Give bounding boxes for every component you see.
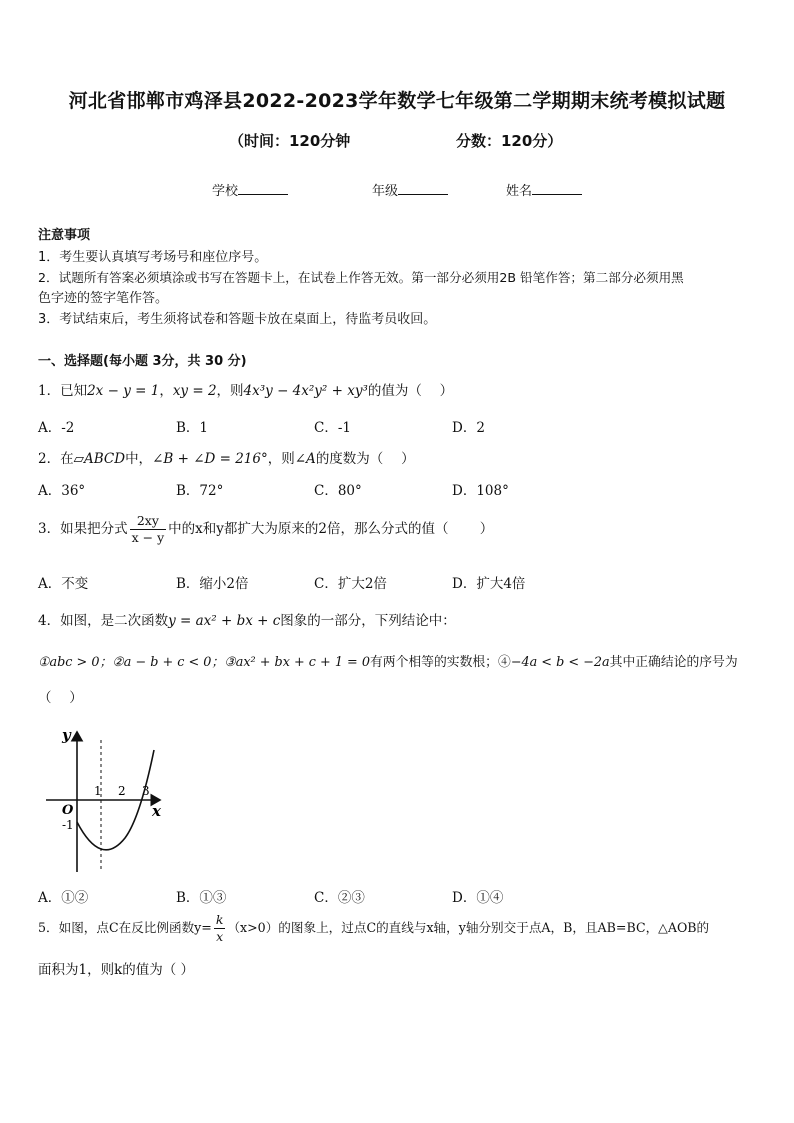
q2-parallelogram: ▱ABCD — [73, 451, 126, 467]
q5-numerator: k — [215, 912, 224, 927]
q4-option-d[interactable]: D．①④ — [452, 890, 504, 906]
q4-answer-paren: （ ） — [38, 690, 83, 706]
q3-option-b[interactable]: B．缩小2倍 — [176, 576, 249, 592]
name-field — [506, 180, 582, 199]
q1-prefix: 1．已知 — [38, 383, 88, 399]
origin-label: O — [62, 803, 74, 818]
q2-option-a[interactable]: A．36° — [38, 483, 86, 499]
q2-angle: ∠A — [294, 451, 316, 467]
grade-field — [372, 180, 448, 199]
q1-mid: ，则 — [216, 383, 244, 399]
note-line-2b: 色字迹的签字笔作答。 — [38, 291, 169, 306]
q1-separator: ， — [159, 383, 173, 399]
q4-conclusions — [38, 651, 738, 670]
q5-line-2: 面积为1，则k的值为（ ） — [38, 962, 195, 978]
q4-suffix: 图象的一部分，下列结论中： — [280, 613, 456, 629]
q2-option-c[interactable]: C．80° — [314, 483, 362, 499]
q1-equation-2: xy = 2 — [172, 383, 217, 399]
school-field — [212, 180, 288, 199]
name-blank[interactable] — [532, 182, 582, 195]
grade-blank[interactable] — [398, 182, 448, 195]
tick-label-2: 2 — [118, 784, 126, 798]
q4-conclusion-text: 有两个相等的实数根；④ — [369, 655, 511, 670]
exam-score: 分数：120分） — [456, 132, 563, 150]
q3-denominator: x − y — [131, 530, 165, 545]
tick-label-1: 1 — [94, 784, 102, 798]
q4-function: y = ax² + bx + c — [168, 613, 281, 629]
q1-equation-1: 2x − y = 1 — [87, 383, 160, 399]
q1-option-d[interactable]: D．2 — [452, 420, 485, 436]
q5-denominator: x — [216, 929, 224, 944]
q3-suffix: 中的x和y都扩大为原来的2倍，那么分式的值（ ） — [168, 521, 494, 537]
q1-option-b[interactable]: B．1 — [176, 420, 209, 436]
q2-mid-2: ，则 — [267, 451, 295, 467]
q2-option-d[interactable]: D．108° — [452, 483, 509, 499]
exam-time: （时间：120分钟 — [229, 132, 351, 150]
q4-conclusion-tail: 其中正确结论的序号为 — [609, 655, 738, 670]
q5-suffix: （x>0）的图象上，过点C的直线与x轴，y轴分别交于点A，B，且AB=BC，△AOB的 — [227, 920, 710, 935]
q2-equation: ∠B + ∠D = 216° — [152, 451, 268, 467]
q4-parabola-graph — [40, 722, 180, 882]
name-label: 姓名 — [506, 184, 533, 199]
q1-option-c[interactable]: C．-1 — [314, 420, 351, 436]
exam-title: 河北省邯郸市鸡泽县2022-2023学年数学七年级第二学期期末统考模拟试题 — [68, 90, 726, 112]
notes-heading: 注意事项 — [38, 228, 91, 243]
q2-suffix: 的度数为（ ） — [315, 451, 415, 467]
q4-conclusions-1-3: ①abc > 0；②a − b + c < 0；③ax² + bx + c + 1 = 0 — [38, 655, 370, 670]
grade-label: 年级 — [372, 184, 399, 199]
x-label: x — [152, 802, 161, 820]
q2-prefix: 2．在 — [38, 451, 74, 467]
q3-option-a[interactable]: A．不变 — [38, 576, 89, 592]
note-line-1: 1．考生要认真填写考场号和座位序号。 — [38, 250, 268, 265]
tick-label-3: 3 — [142, 784, 150, 798]
q3-option-c[interactable]: C．扩大2倍 — [314, 576, 387, 592]
question-1 — [38, 379, 453, 399]
q2-option-b[interactable]: B．72° — [176, 483, 224, 499]
section-heading: 一、选择题(每小题 3分，共 30 分) — [38, 354, 247, 369]
y-label: y — [62, 726, 71, 744]
question-2 — [38, 447, 415, 467]
q3-option-d[interactable]: D．扩大4倍 — [452, 576, 526, 592]
question-3 — [38, 513, 493, 546]
school-label: 学校 — [212, 184, 239, 199]
q4-option-c[interactable]: C．②③ — [314, 890, 365, 906]
school-blank[interactable] — [238, 182, 288, 195]
q2-mid-1: 中， — [125, 451, 153, 467]
question-5 — [38, 912, 709, 945]
q1-option-a[interactable]: A．-2 — [38, 420, 75, 436]
q1-suffix: 的值为（ ） — [367, 383, 454, 399]
q3-numerator: 2xy — [130, 513, 167, 530]
q1-expression: 4x³y − 4x²y² + xy³ — [243, 383, 368, 399]
note-line-2a: 2．试题所有答案必须填涂或书写在答题卡上，在试卷上作答无效。第一部分必须用2B 铅笔作答；第二部分必须用黑 — [38, 270, 684, 285]
question-4 — [38, 609, 456, 629]
q4-option-a[interactable]: A．①② — [38, 890, 89, 906]
q5-fraction — [214, 912, 226, 945]
tick-label-neg1: -1 — [62, 818, 74, 832]
q4-prefix: 4．如图，是二次函数 — [38, 613, 169, 629]
note-line-3: 3．考试结束后，考生须将试卷和答题卡放在桌面上，待监考员收回。 — [38, 312, 437, 327]
q3-prefix: 3．如果把分式 — [38, 521, 128, 537]
q4-option-b[interactable]: B．①③ — [176, 890, 227, 906]
q3-fraction — [130, 513, 167, 546]
q5-prefix: 5．如图，点C在反比例函数y= — [38, 920, 212, 935]
q4-conclusion-4: −4a < b < −2a — [510, 655, 610, 670]
